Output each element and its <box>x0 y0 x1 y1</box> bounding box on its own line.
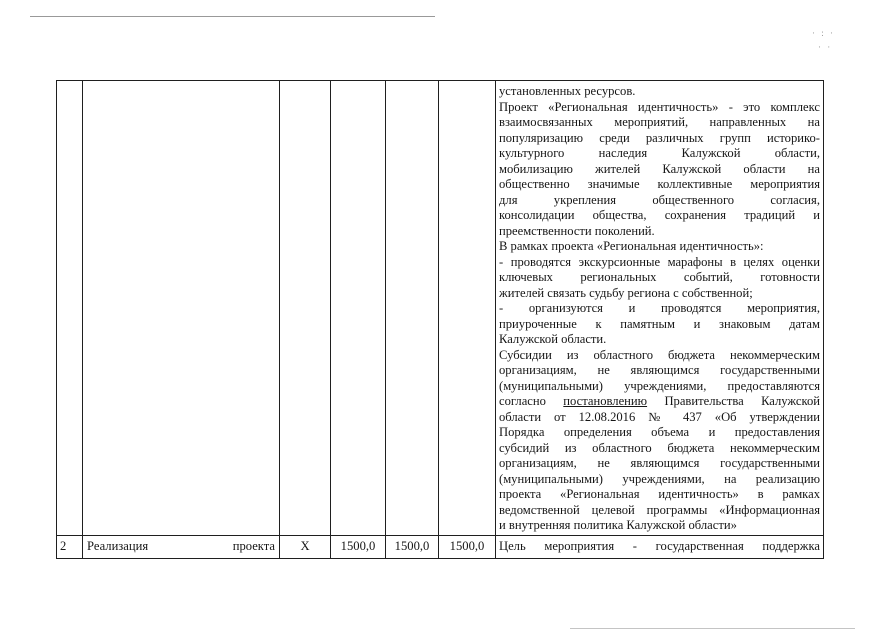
description-text: Правительства Калужской <box>647 394 821 408</box>
description-line: Калужской области. <box>499 332 607 346</box>
description-line: мобилизацию жителей Калужской области на <box>499 161 820 176</box>
description-line: Цель мероприятия - государственная поддержка <box>499 538 820 553</box>
description-line: (муниципальными) учреждениями, предоставляются <box>499 378 820 393</box>
description-line: общественно значимые коллективные мероприятия <box>499 177 820 191</box>
description-cell <box>496 81 824 536</box>
value-cell: 1500,0 <box>386 535 439 558</box>
number-cell <box>57 81 83 536</box>
value-cell: 1500,0 <box>331 535 386 558</box>
name-cell <box>83 81 280 536</box>
table-row <box>57 535 824 558</box>
bottom-rule <box>570 628 855 629</box>
value-cell <box>331 81 386 536</box>
description-line: приуроченные к памятным и знаковым датам <box>499 316 820 331</box>
description-line: (муниципальными) учреждениями, на реализацию <box>499 471 820 486</box>
top-rule <box>30 16 435 17</box>
description-line: организациям, не являющимся государственными <box>499 363 820 377</box>
value-cell <box>439 81 496 536</box>
description-line: - организуются и проводятся мероприятия, <box>499 301 820 315</box>
description-line: Субсидии из областного бюджета некоммерческим <box>499 347 820 362</box>
description-line: культурного наследия Калужской области, <box>499 146 820 160</box>
description-line: популяризацию среди различных групп историко- <box>499 130 820 145</box>
scan-artifact: · : · <box>812 28 835 38</box>
description-line: проекта «Региональная идентичность» в рамках <box>499 487 820 501</box>
number-cell: 2 <box>57 535 83 558</box>
unit-cell: X <box>280 535 331 558</box>
description-line: Порядка определения объема и предоставления <box>499 425 820 439</box>
description-line: ключевых региональных событий, готовности <box>499 270 820 284</box>
description-text: согласно <box>499 394 564 408</box>
table-row <box>57 81 824 536</box>
description-line: - проводятся экскурсионные марафоны в целях оценки <box>499 254 820 269</box>
description-line: области от 12.08.2016 № 437 «Об утверждении <box>499 409 820 424</box>
program-table <box>56 80 824 559</box>
description-line: и внутренняя политика Калужской области» <box>499 518 737 532</box>
description-line: преемственности поколений. <box>499 223 655 238</box>
activity-name: Реализация проекта <box>87 538 275 553</box>
description-line: В рамках проекта «Региональная идентичность»: <box>499 239 764 253</box>
description-line: жителей связать судьбу региона с собственной; <box>499 285 753 300</box>
description-line: для укрепления общественного согласия, <box>499 192 820 207</box>
description-line: ведомственной целевой программы «Информационная <box>499 502 820 517</box>
description-line: взаимосвязанных мероприятий, направленных на <box>499 115 820 129</box>
description-line: установленных ресурсов. <box>499 84 636 98</box>
scan-artifact: · · <box>818 42 833 52</box>
value-cell: 1500,0 <box>439 535 496 558</box>
resolution-link[interactable]: постановлению <box>563 394 648 408</box>
value-cell <box>386 81 439 536</box>
description-cell <box>496 535 824 558</box>
description-line <box>499 394 820 410</box>
description-line: консолидации общества, сохранения традиций и <box>499 208 820 222</box>
description-line: организациям, не являющимся государственными <box>499 456 820 470</box>
name-cell <box>83 535 280 558</box>
unit-cell <box>280 81 331 536</box>
description-line: субсидий из областного бюджета некоммерческим <box>499 440 820 455</box>
description-line: Проект «Региональная идентичность» - это комплекс <box>499 99 820 114</box>
